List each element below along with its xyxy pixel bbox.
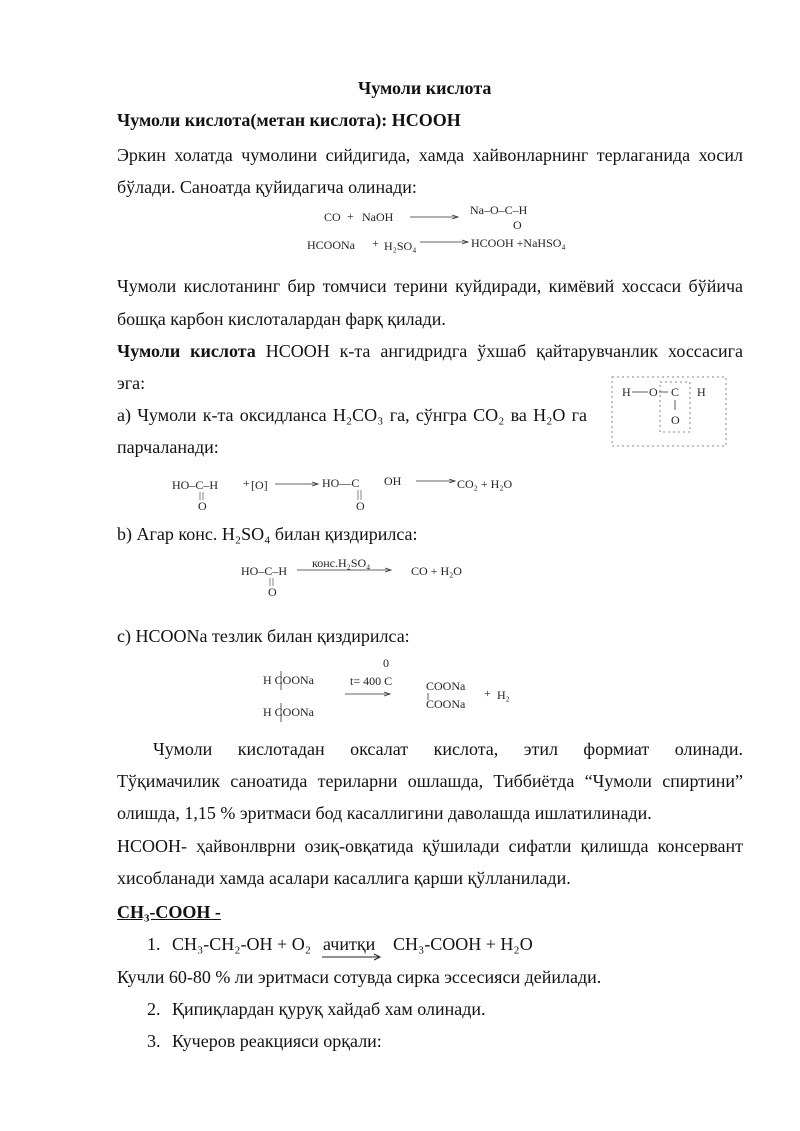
- usage-line-5: хисобланади хамда асалари касаллига қарши қўлланилади.: [117, 868, 571, 888]
- r2-plus: +: [372, 236, 379, 250]
- burn-line-1: Чумоли кислотанинг бир томчиси терини куйдиради, кимёвий хоссаси бўйича: [117, 276, 743, 296]
- struct-h2: H: [697, 385, 706, 399]
- rc-product-bottom: COONa: [426, 697, 466, 711]
- ra-intermediate-o: O: [356, 499, 365, 513]
- acetic-item-3-num: 3.: [147, 1031, 161, 1051]
- acetic-heading: CH₃-COOH -: [117, 902, 221, 922]
- acetic-item-2-text: Қипиқлардан қуруқ хайдаб хам олинади.: [172, 999, 486, 1019]
- usage-line-4: HCOOH- ҳайвонлврни озиқ-овқатида қўшилади сифатли қилишда консервант: [117, 836, 743, 856]
- rc-bottom: H COONa: [263, 705, 314, 719]
- rb-reactant-o: O: [268, 585, 277, 599]
- rc-plus: +: [484, 686, 491, 700]
- struct-h1: H: [622, 385, 631, 399]
- ra-oh: OH: [384, 474, 402, 488]
- aldehyde-bold: Чумоли кислота: [117, 341, 256, 361]
- aldehyde-line-2: эга:: [117, 373, 146, 393]
- rc-degree: 0: [383, 656, 389, 670]
- item-a-line-1: a) Чумоли к-та оксидланса H₂CO₃ га, сўнгра CO₂ ва H₂O га: [117, 405, 587, 425]
- struct-o1: O: [649, 385, 658, 399]
- formula-heading: Чумоли кислота(метан кислота): HCOOH: [117, 110, 461, 130]
- struct-o2: O: [671, 413, 680, 427]
- struct-c: C: [671, 385, 680, 399]
- r1-product-top: Na–O–C–H: [470, 203, 528, 217]
- rb-condition: конс.H₂SO₄: [312, 556, 371, 570]
- item-c: c) HCOONa тезлик билан қиздирилса:: [117, 626, 410, 646]
- r1-product-bottom: O: [513, 218, 522, 232]
- ra-reactant: HO–C–H: [172, 478, 219, 492]
- acetic-item-1-left: CH₃-CH₂-OH + O₂: [172, 934, 311, 954]
- item-a-line-2: парчаланади:: [117, 437, 219, 457]
- r1-reagent: NaOH: [362, 210, 394, 224]
- rc-top: H COONa: [263, 673, 314, 687]
- usage-line-3: олишда, 1,15 % эритмаси бод касаллигини даволашда ишлатилинади.: [117, 803, 652, 823]
- rb-products: CO + H₂O: [411, 564, 462, 578]
- ra-products: CO₂ + H₂O: [457, 477, 513, 491]
- acetic-item-2-num: 2.: [147, 999, 161, 1019]
- r2-products: HCOOH +NaHSO₄: [471, 236, 566, 250]
- r2-reagent: H₂SO₄: [384, 239, 417, 253]
- acetic-item-1-right: CH₃-COOH + H₂O: [393, 934, 533, 954]
- burn-line-2: бошқа карбон кислоталардан фарқ қилади.: [117, 309, 446, 329]
- usage-line-2: Тўқимачилик саноатида териларни ошлашда, Тиббиётда “Чумоли спиртини”: [117, 771, 743, 791]
- rc-product-top: COONa: [426, 679, 466, 693]
- rc-h2: H₂: [497, 688, 510, 702]
- aldehyde-rest: HCOOH к-та ангидридга ўхшаб қайтарувчанлик хоссасига: [255, 341, 744, 361]
- r1-plus: +: [347, 209, 354, 223]
- item-b: b) Агар конс. H₂SO₄ билан қиздирилса:: [117, 524, 418, 544]
- rc-condition: t= 400 C: [350, 674, 393, 688]
- intro-line-1: Эркин холатда чумолини сийдигида, хамда хайвонларнинг терлаганида хосил: [117, 145, 743, 165]
- acetic-essence: Кучли 60-80 % ли эритмаси сотувда сирка эссесияси дейилади.: [117, 967, 602, 987]
- usage-line-1: Чумоли кислотадан оксалат кислота, этил формиат олинади.: [153, 739, 743, 759]
- ra-reactant-o: O: [198, 499, 207, 513]
- acetic-item-1-num: 1.: [147, 934, 161, 954]
- rb-reactant: HO–C–H: [241, 564, 288, 578]
- ra-oxygen: [O]: [251, 478, 268, 492]
- r2-left: HCOONa: [307, 238, 355, 252]
- page-title: Чумоли кислота: [358, 78, 492, 98]
- ra-plus: +: [243, 476, 250, 490]
- intro-line-2: бўлади. Саноатда қуйидагича олинади:: [117, 177, 417, 197]
- ra-intermediate: HO—C: [322, 476, 360, 490]
- r1-left: CO: [324, 210, 341, 224]
- acetic-item-3-text: Кучеров реакцияси орқали:: [172, 1031, 382, 1051]
- acetic-item-1-arrow-label: ачитқи: [323, 934, 376, 954]
